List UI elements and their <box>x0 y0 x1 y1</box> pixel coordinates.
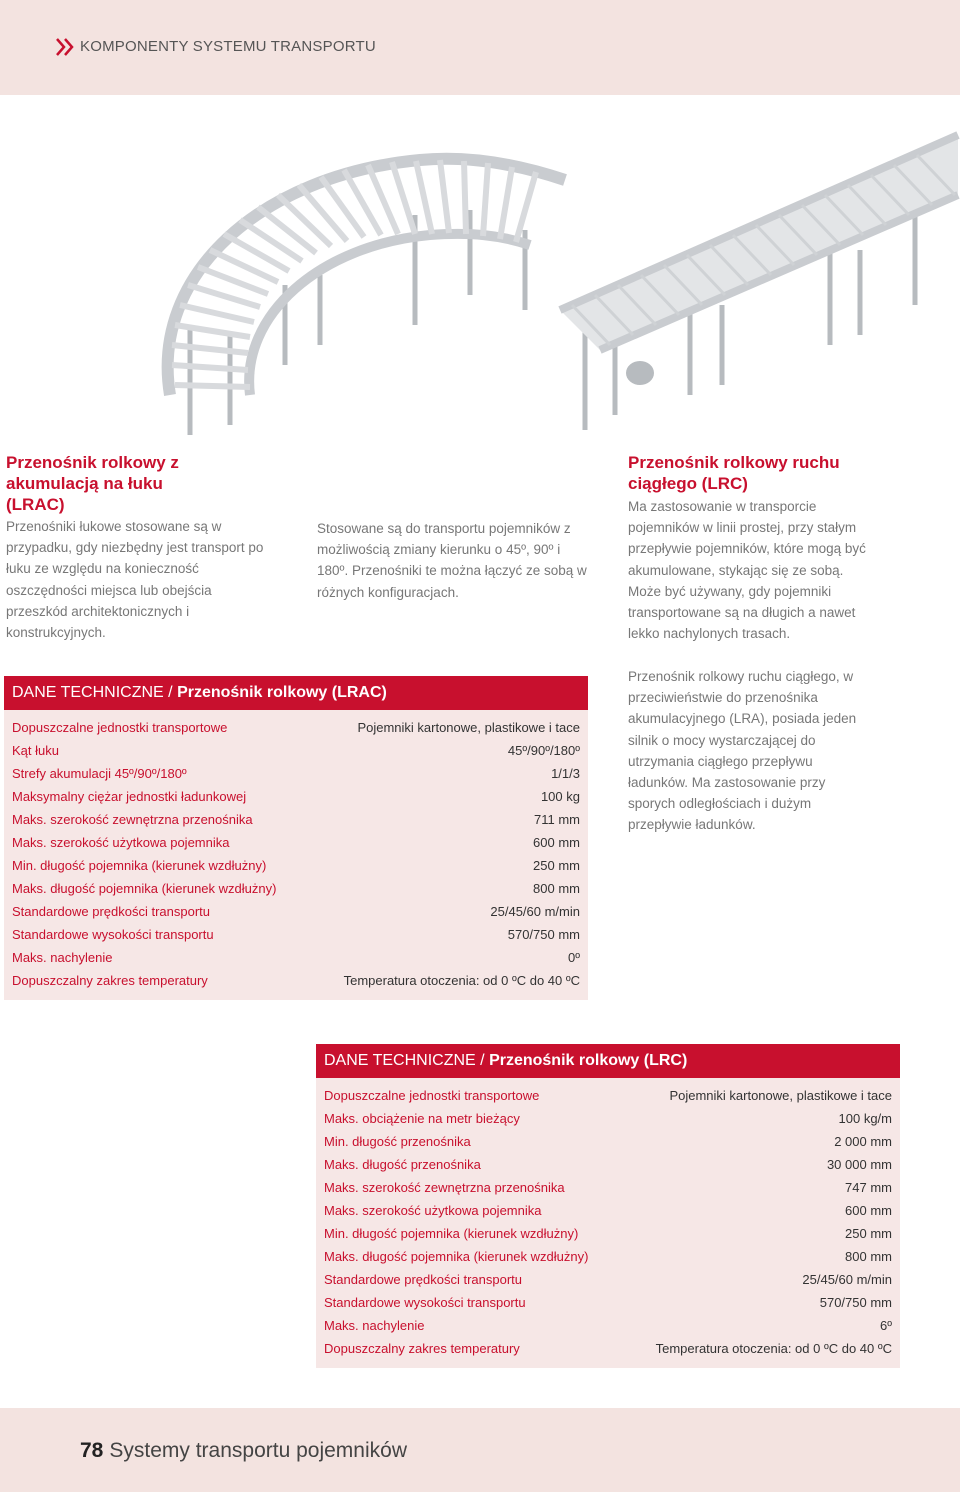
spec-value: 2 000 mm <box>834 1134 892 1149</box>
spec-value: 250 mm <box>845 1226 892 1241</box>
spec-row <box>324 1107 892 1130</box>
spec-table-lrc <box>316 1044 900 1368</box>
spec-label: Maks. szerokość zewnętrzna przenośnika <box>324 1180 565 1195</box>
spec-row <box>324 1222 892 1245</box>
spec-value: Pojemniki kartonowe, plastikowe i tace <box>669 1088 892 1103</box>
spec-row <box>12 900 580 923</box>
spec-row <box>324 1245 892 1268</box>
spec-row <box>324 1130 892 1153</box>
spec-value: 0º <box>568 950 580 965</box>
page-number: 78 <box>80 1439 104 1462</box>
spec-value: 747 mm <box>845 1180 892 1195</box>
spec-header-name: Przenośnik rolkowy (LRAC) <box>177 684 387 701</box>
spec-value: 25/45/60 m/min <box>490 904 580 919</box>
spec-label: Standardowe prędkości transportu <box>12 904 211 919</box>
spec-table-header <box>4 676 588 710</box>
spec-label: Kąt łuku <box>12 743 59 758</box>
spec-row <box>12 762 580 785</box>
spec-label: Min. długość pojemnika (kierunek wzdłużny) <box>12 858 267 873</box>
spec-header-prefix: DANE TECHNICZNE / <box>12 684 178 701</box>
spec-value: 25/45/60 m/min <box>802 1272 892 1287</box>
spec-row <box>324 1314 892 1337</box>
spec-row <box>12 785 580 808</box>
hero-images <box>0 95 960 455</box>
spec-row <box>12 854 580 877</box>
spec-row <box>324 1153 892 1176</box>
lrc-description-2: Przenośnik rolkowy ruchu ciągłego, w przeciwieństwie do przenośnika akumulacyjnego (LRA), posiada jeden silnik o mocy wystarczającej do utrzymania ciągłego przepływu ładunków. Ma zastosowanie przy sporych odległościach i dużym przepływie ładunków. <box>628 669 857 833</box>
spec-value: 30 000 mm <box>826 1157 892 1172</box>
spec-value: 100 kg <box>540 789 580 804</box>
spec-label: Strefy akumulacji 45º/90º/180º <box>12 766 187 781</box>
spec-label: Standardowe wysokości transportu <box>12 927 214 942</box>
spec-value: 100 kg/m <box>838 1111 892 1126</box>
spec-label: Maks. obciążenie na metr bieżący <box>324 1111 520 1126</box>
spec-table-lrac <box>4 676 588 1000</box>
curved-roller-conveyor-image <box>168 159 565 435</box>
spec-value: 800 mm <box>533 881 580 896</box>
spec-row <box>12 716 580 739</box>
spec-value: Temperatura otoczenia: od 0 ºC do 40 ºC <box>655 1341 892 1356</box>
spec-value: Temperatura otoczenia: od 0 ºC do 40 ºC <box>343 973 580 988</box>
spec-value: 600 mm <box>845 1203 892 1218</box>
spec-header-prefix: DANE TECHNICZNE / <box>324 1052 490 1069</box>
spec-label: Maks. nachylenie <box>12 950 113 965</box>
spec-label: Maks. długość przenośnika <box>324 1157 481 1172</box>
spec-value: 800 mm <box>845 1249 892 1264</box>
spec-row <box>12 831 580 854</box>
conveyor-illustrations <box>0 95 960 455</box>
spec-label: Standardowe wysokości transportu <box>324 1295 526 1310</box>
spec-row <box>12 808 580 831</box>
spec-table-body <box>4 710 588 1000</box>
spec-label: Standardowe prędkości transportu <box>324 1272 523 1287</box>
spec-value: 570/750 mm <box>507 927 580 942</box>
spec-table-header <box>316 1044 900 1078</box>
spec-row <box>12 946 580 969</box>
spec-label: Maks. nachylenie <box>324 1318 425 1333</box>
spec-value: 250 mm <box>533 858 580 873</box>
spec-label: Maks. długość pojemnika (kierunek wzdłużny) <box>324 1249 589 1264</box>
spec-row <box>324 1084 892 1107</box>
lrac-description: Przenośniki łukowe stosowane są w przypadku, gdy niezbędny jest transport po łuku ze względu na konieczność oszczędności miejsca lub obejścia przeszkód architektonicznych i konstrukcyjnych. <box>6 519 264 641</box>
spec-header-name: Przenośnik rolkowy (LRC) <box>489 1052 688 1069</box>
spec-label: Maksymalny ciężar jednostki ładunkowej <box>12 789 247 804</box>
spec-row <box>12 877 580 900</box>
lrac-title: Przenośnik rolkowy z akumulacją na łuku (LRAC) <box>6 453 179 514</box>
straight-roller-conveyor-image <box>560 135 958 430</box>
spec-value: 600 mm <box>533 835 580 850</box>
lrac-usage-text: Stosowane są do transportu pojemników z możliwością zmiany kierunku o 45º, 90º i 180º. Przenośniki te można łączyć ze sobą w różnych konfiguracjach. <box>317 521 587 600</box>
spec-label: Maks. długość pojemnika (kierunek wzdłużny) <box>12 881 277 896</box>
spec-row <box>324 1199 892 1222</box>
spec-table-body <box>316 1078 900 1368</box>
spec-row <box>324 1291 892 1314</box>
footer-title: Systemy transportu pojemników <box>109 1439 407 1462</box>
spec-label: Maks. szerokość zewnętrzna przenośnika <box>12 812 253 827</box>
spec-value: 45º/90º/180º <box>507 743 580 758</box>
spec-label: Dopuszczalne jednostki transportowe <box>12 720 228 735</box>
spec-label: Dopuszczalny zakres temperatury <box>324 1341 520 1356</box>
footer <box>80 1439 407 1463</box>
lrc-description: Ma zastosowanie w transporcie pojemników w linii prostej, przy stałym przepływie pojemników, które mogą być akumulowane, stykając się ze sobą. Może być używany, gdy pojemniki transportowane są na długich a nawet lekko nachylonych trasach. <box>628 499 866 642</box>
spec-value: 1/1/3 <box>551 766 580 781</box>
spec-label: Dopuszczalne jednostki transportowe <box>324 1088 540 1103</box>
section-title: KOMPONENTY SYSTEMU TRANSPORTU <box>80 38 376 55</box>
spec-row <box>12 739 580 762</box>
spec-label: Dopuszczalny zakres temperatury <box>12 973 208 988</box>
spec-row <box>12 923 580 946</box>
spec-row <box>12 969 580 992</box>
spec-label: Maks. szerokość użytkowa pojemnika <box>12 835 230 850</box>
spec-label: Min. długość pojemnika (kierunek wzdłużny) <box>324 1226 579 1241</box>
spec-value: 711 mm <box>534 812 580 827</box>
spec-row <box>324 1176 892 1199</box>
spec-value: 570/750 mm <box>819 1295 892 1310</box>
lrc-title: Przenośnik rolkowy ruchu ciągłego (LRC) <box>628 453 840 493</box>
spec-label: Maks. szerokość użytkowa pojemnika <box>324 1203 542 1218</box>
spec-row <box>324 1337 892 1360</box>
spec-label: Min. długość przenośnika <box>324 1134 471 1149</box>
spec-row <box>324 1268 892 1291</box>
spec-value: Pojemniki kartonowe, plastikowe i tace <box>357 720 580 735</box>
double-chevron-icon <box>54 36 76 58</box>
spec-value: 6º <box>880 1318 892 1333</box>
